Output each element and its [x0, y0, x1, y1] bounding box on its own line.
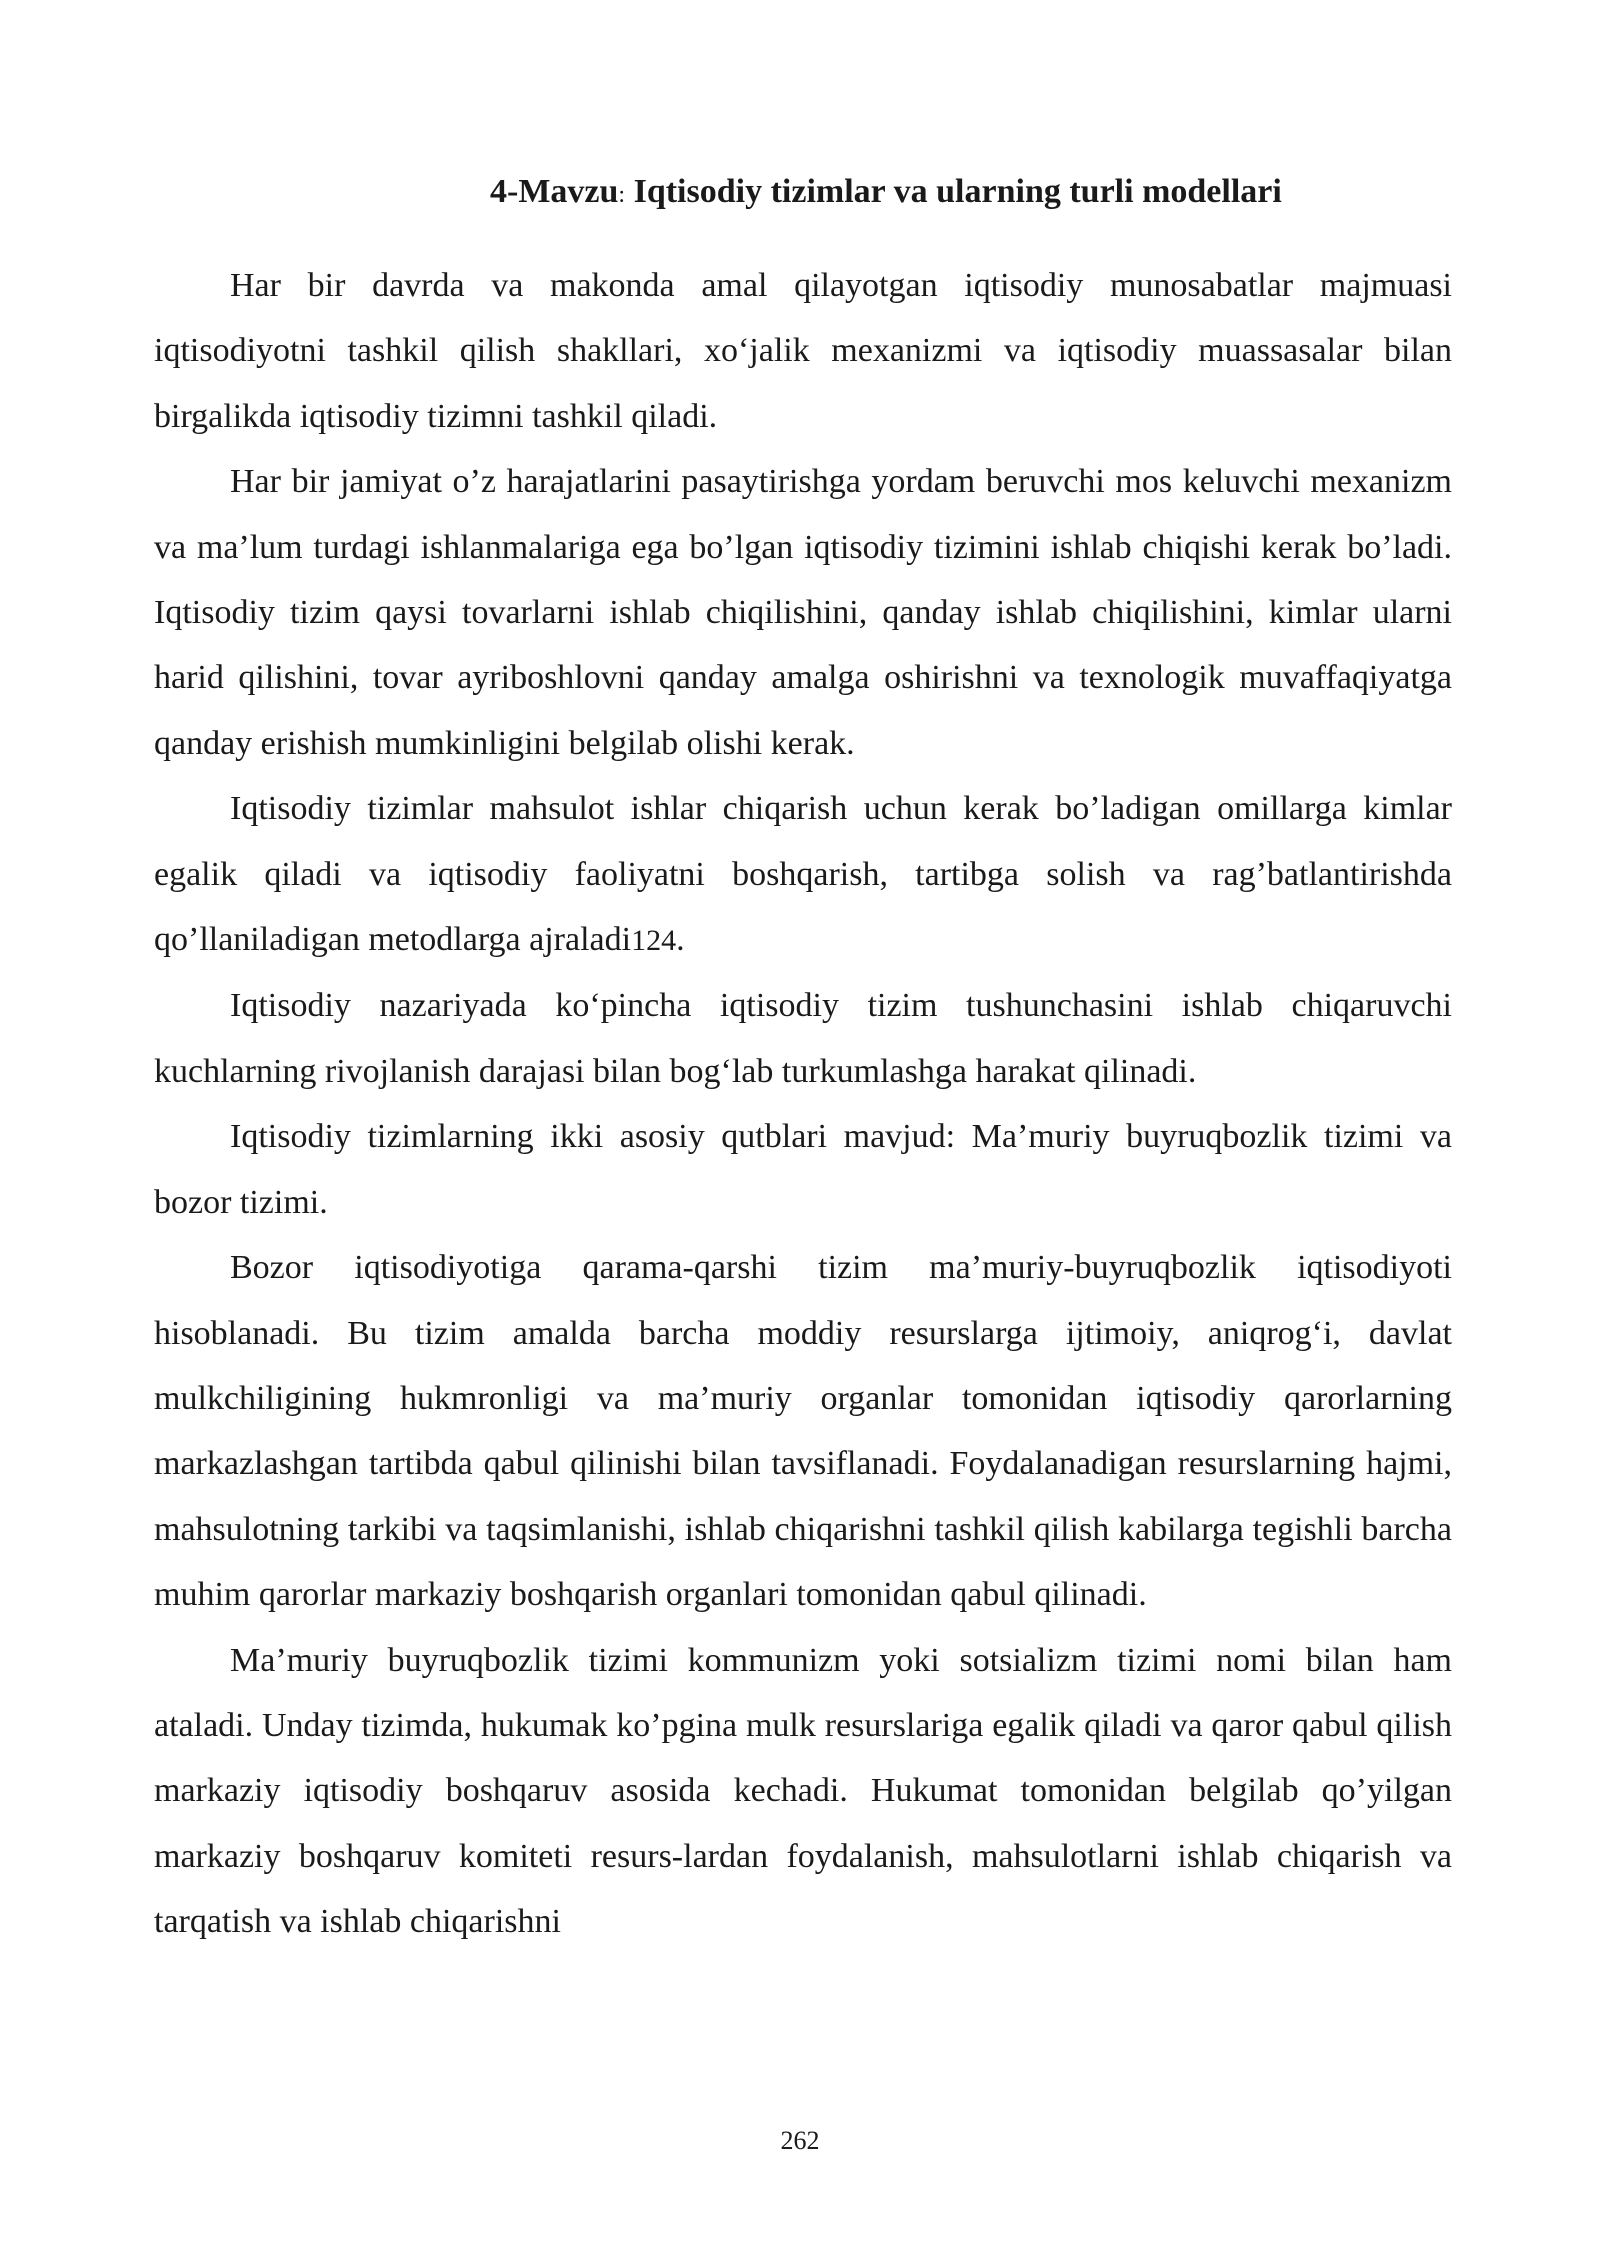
paragraph-6: Bozor iqtisodiyotiga qarama-qarshi tizim ma’muriy-buyruqbozlik iqtisodiyoti hisoblanadi. Bu tizim amalda barcha moddiy resurslarga ijtimoiy, aniqrog‘i, davlat mulkchiligining hukmronligi va ma’muriy organlar tomonidan iqtisodiy qarorlarning markazlashgan tartibda qabul qilinishi bilan tavsiflanadi. Foydalanadigan resurslarning hajmi, mahsulotning tarkibi va taqsimlanishi, ishlab chiqarishni tashkil qilish kabilarga tegishli barcha muhim qarorlar markaziy boshqarish organlari tomonidan qabul qilinadi. — [154, 1249, 1452, 1614]
page-title — [490, 170, 1490, 217]
paragraph-4: Iqtisodiy nazariyada ko‘pincha iqtisodiy tizim tushunchasini ishlab chiqaruvchi kuchlarning rivojlanish darajasi bilan bog‘lab turkumlashga harakat qilinadi. — [154, 987, 1452, 1090]
paragraph-1: Har bir davrda va makonda amal qilayotgan iqtisodiy munosabatlar majmuasi iqtisodiyotni tashkil qilish shakllari, xo‘jalik mexanizmi va iqtisodiy muassasalar bilan birgalikda iqtisodiy tizimni tashkil qiladi. — [154, 267, 1452, 435]
paragraph-3 — [154, 776, 1452, 973]
paragraph-3-period: . — [676, 921, 685, 959]
paragraph-3-text: Iqtisodiy tizimlar mahsulot ishlar chiqarish uchun kerak bo’ladigan omillarga kimlar egalik qiladi va iqtisodiy faoliyatni boshqarish, tartibga solish va rag’batlantirishda qo’llaniladigan metodlarga ajraladi — [154, 790, 1452, 959]
paragraph-2: Har bir jamiyat o’z harajatlarini pasaytirishga yordam beruvchi mos keluvchi mexanizm va ma’lum turdagi ishlanmalariga ega bo’lgan iqtisodiy tizimini ishlab chiqishi kerak bo’ladi. Iqtisodiy tizim qaysi tovarlarni ishlab chiqilishini, qanday ishlab chiqilishini, kimlar ularni harid qilishini, tovar ayriboshlovni qanday amalga oshirishni va texnologik muvaffaqiyatga qanday erishish mumkinligini belgilab olishi kerak. — [154, 463, 1452, 762]
title-prefix: 4-Mavzu — [490, 173, 619, 210]
title-main: Iqtisodiy tizimlar va ularning turli modellari — [633, 173, 1282, 210]
footnote-reference[interactable]: 124 — [631, 924, 677, 958]
title-separator: : — [618, 182, 626, 208]
paragraph-7: Ma’muriy buyruqbozlik tizimi kommunizm yoki sotsializm tizimi nomi bilan ham ataladi. Unday tizimda, hukumak ko’pgina mulk resurslariga egalik qiladi va qaror qabul qilish markaziy iqtisodiy boshqaruv asosida kechadi. Hukumat tomonidan belgilab qo’yilgan markaziy boshqaruv komiteti resurs-lardan foydalanish, mahsulotlarni ishlab chiqarish va tarqatish va ishlab chiqarishni — [154, 1641, 1452, 1941]
page-number: 262 — [780, 2126, 820, 2155]
body-text — [154, 253, 1452, 1955]
paragraph-5: Iqtisodiy tizimlarning ikki asosiy qutblari mavjud: Ma’muriy buyruqbozlik tizimi va bozor tizimi. — [154, 1118, 1452, 1221]
